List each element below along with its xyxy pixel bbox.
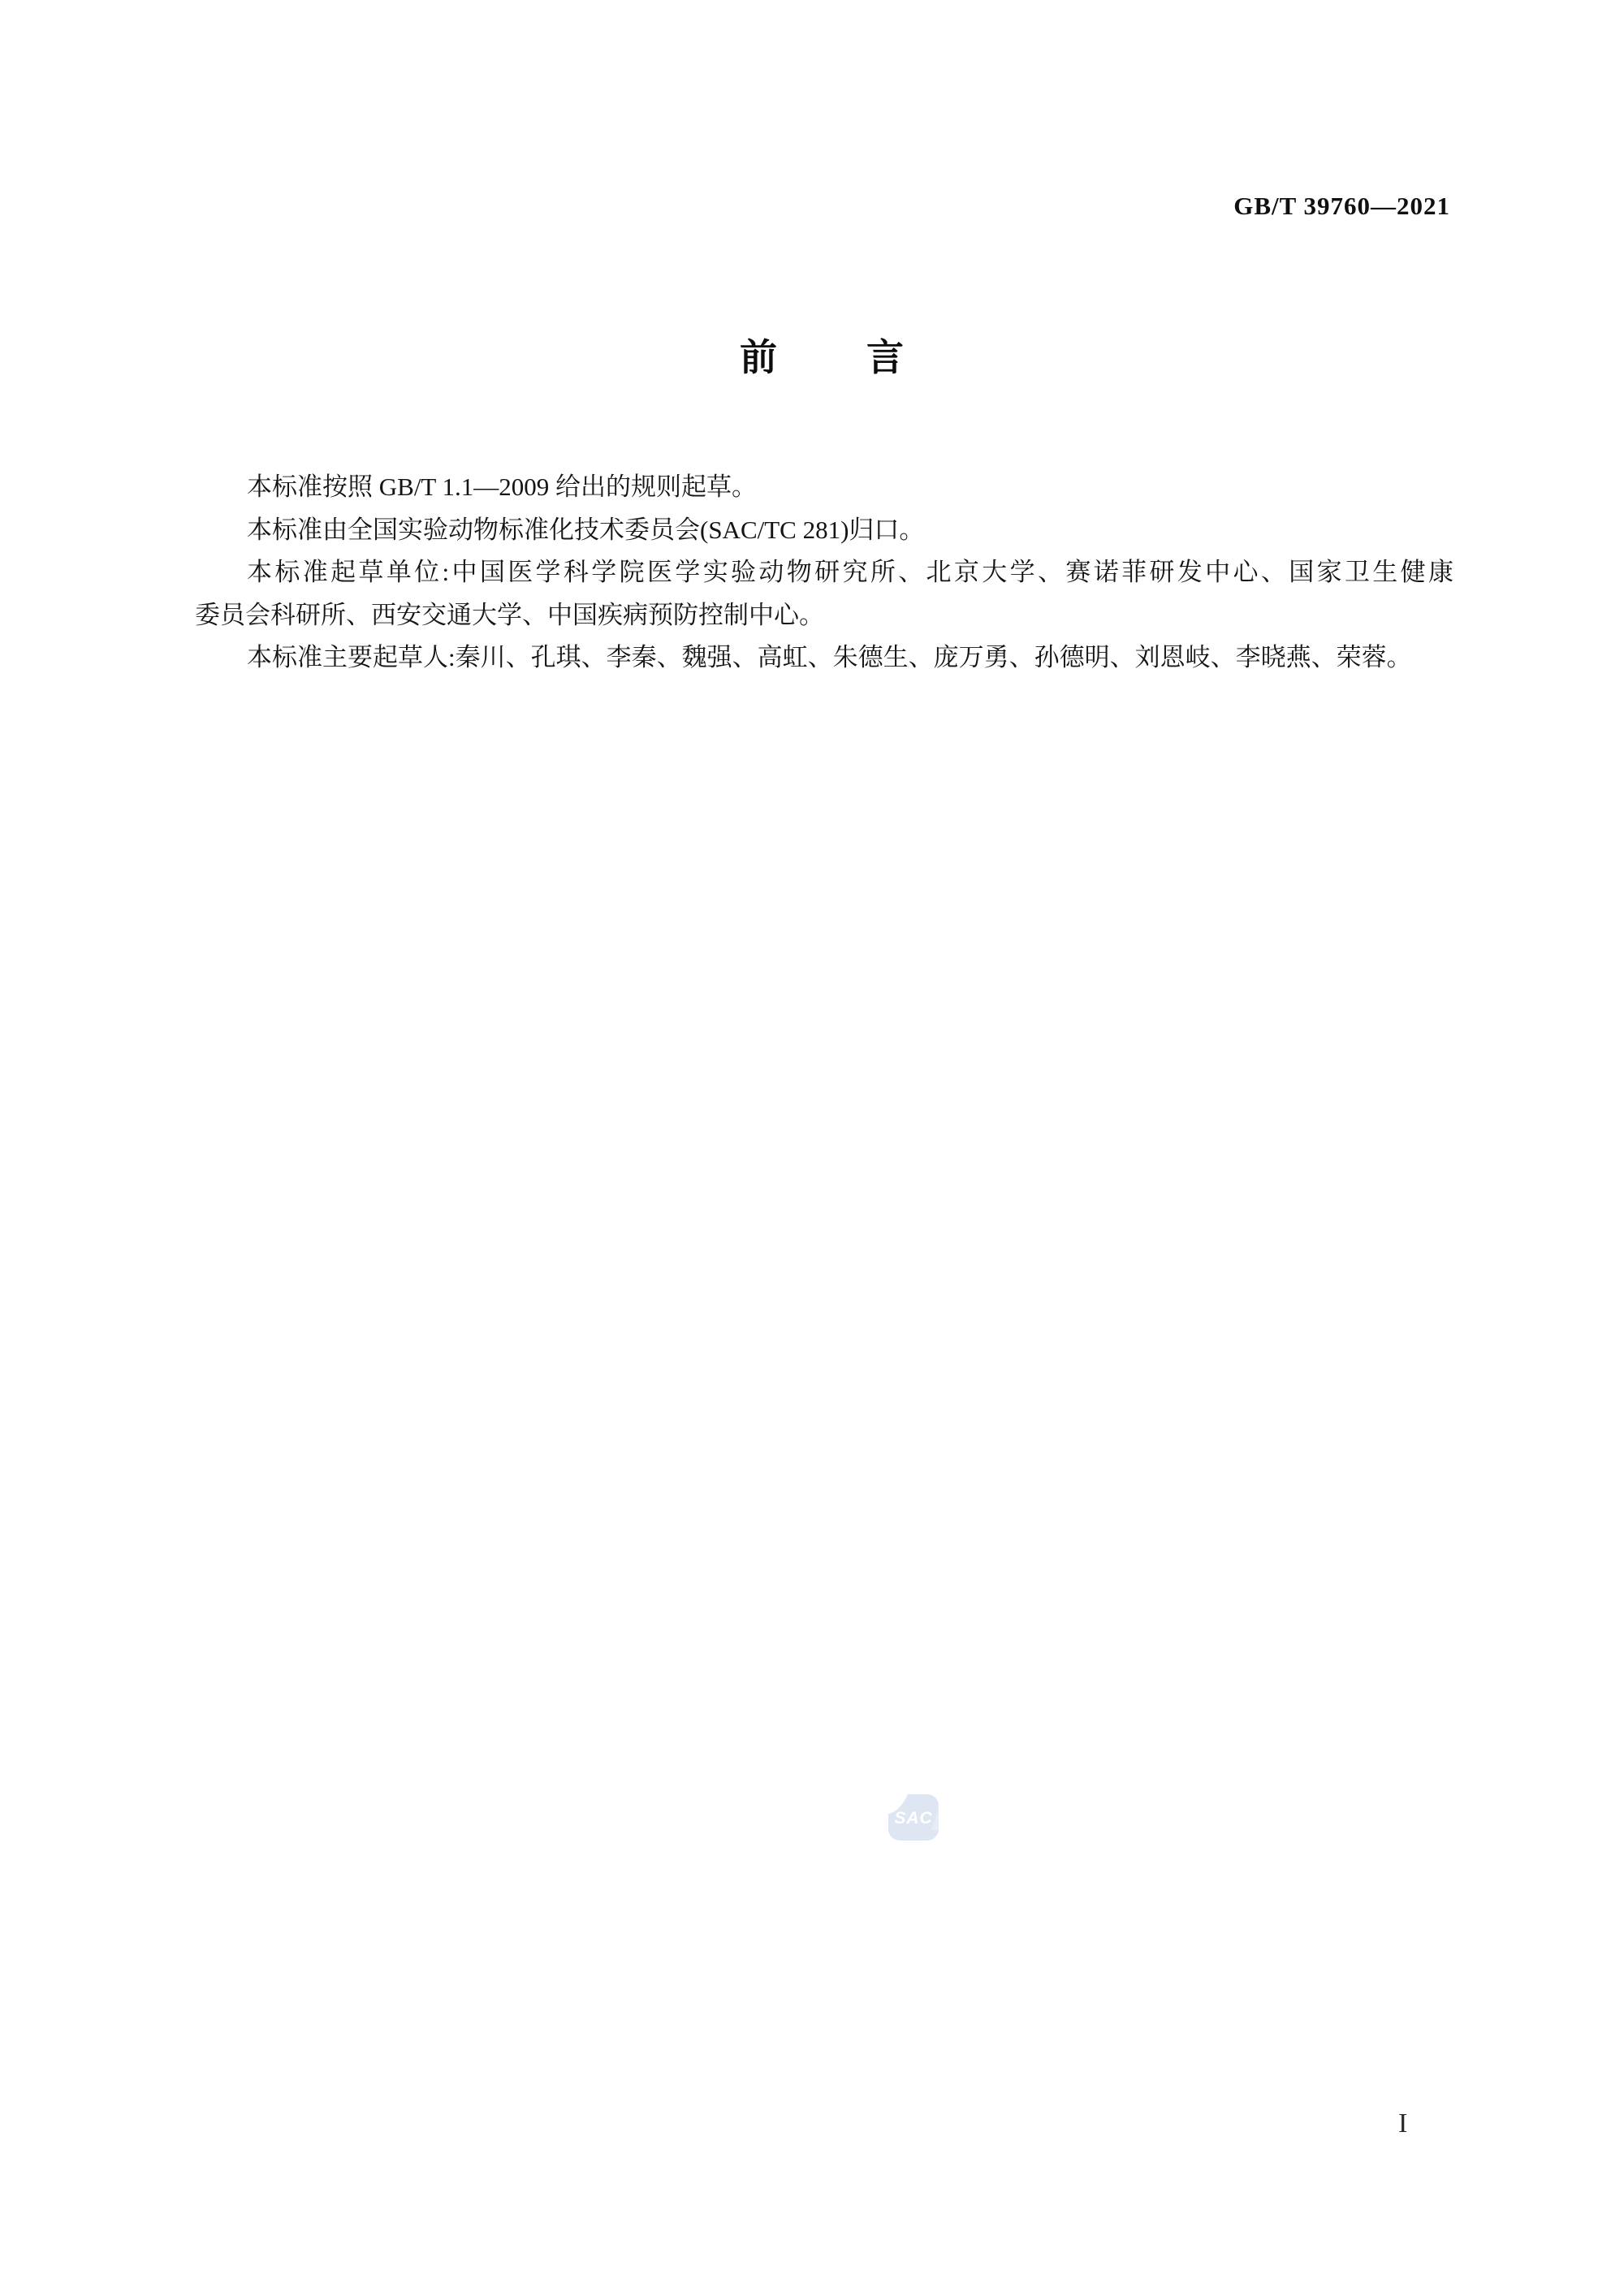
foreword-paragraph-drafters: 本标准主要起草人:秦川、孔琪、李秦、魏强、高虹、朱德生、庞万勇、孙德明、刘恩岐、李晓燕、荣蓉。 bbox=[247, 643, 1412, 671]
sac-watermark-text: SAC bbox=[894, 1809, 933, 1828]
sac-watermark-logo bbox=[888, 1794, 939, 1841]
foreword-body bbox=[195, 466, 1453, 680]
foreword-paragraph-committee: 本标准由全国实验动物标准化技术委员会(SAC/TC 281)归口。 bbox=[247, 515, 925, 544]
page-title: 前 言 bbox=[740, 336, 909, 378]
foreword-paragraph-drafting-units-line1: 本标准起草单位:中国医学科学院医学实验动物研究所、北京大学、赛诺菲研发中心、国家卫生健康 bbox=[247, 558, 1453, 586]
foreword-paragraph-drafting-units-line2: 委员会科研所、西安交通大学、中国疾病预防控制中心。 bbox=[195, 600, 824, 629]
standard-number-header: GB/T 39760—2021 bbox=[1233, 192, 1450, 220]
foreword-paragraph-drafting-rule: 本标准按照 GB/T 1.1—2009 给出的规则起草。 bbox=[247, 473, 758, 501]
page-number: I bbox=[1398, 2108, 1408, 2138]
